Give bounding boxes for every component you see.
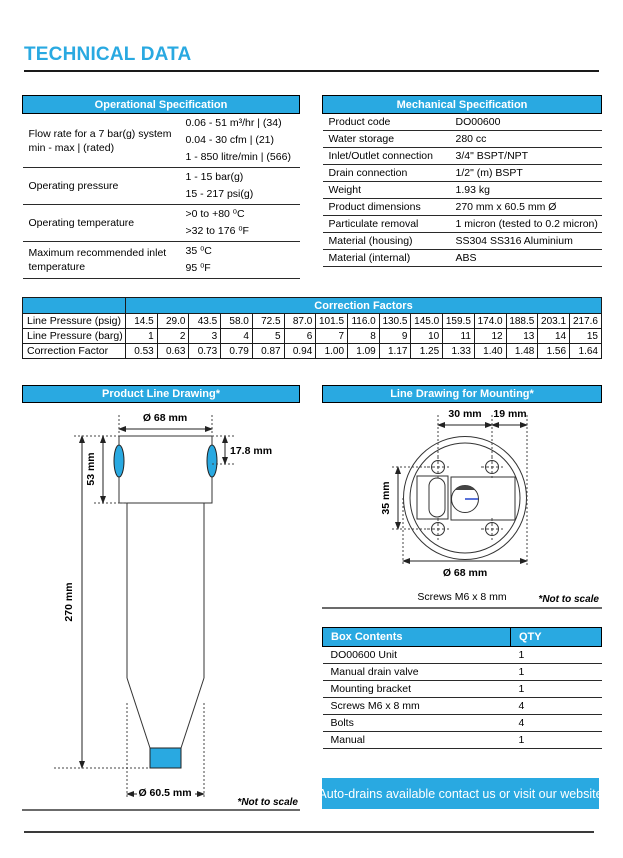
correction-cell: 15: [570, 329, 602, 344]
bowl-taper: [181, 678, 204, 748]
mechanical-spec-header: Mechanical Specification: [323, 96, 602, 114]
correction-cell: 217.6: [570, 314, 602, 329]
dimension-label-bottom-diameter: Ø 60.5 mm: [138, 787, 192, 799]
correction-factors-table: [22, 297, 602, 359]
spec-row-value: 1 - 15 bar(g) 15 - 217 psi(g): [184, 168, 300, 205]
correction-cell: 0.63: [157, 344, 189, 359]
mechanical-spec-table: [322, 95, 602, 267]
table-row: [323, 131, 602, 148]
dimension-label-edge: 19 mm: [493, 408, 527, 420]
table-row: [23, 314, 602, 329]
table-row: [23, 344, 602, 359]
correction-cell: 6: [284, 329, 316, 344]
correction-cell: 1.56: [538, 344, 570, 359]
spec-row-label: Product code: [323, 114, 454, 131]
mounting-drawing-header: Line Drawing for Mounting*: [322, 385, 602, 403]
spec-row-value: 1.93 kg: [454, 182, 602, 199]
table-row: [323, 732, 602, 749]
spec-row-value: SS304 SS316 Aluminium: [454, 233, 602, 250]
box-contents-qty-header: QTY: [511, 628, 602, 647]
box-item: Screws M6 x 8 mm: [323, 698, 511, 715]
table-row: [323, 698, 602, 715]
dimension-label-diameter: Ø 68 mm: [442, 567, 488, 579]
spec-row-value: >0 to +80 ⁰C >32 to 176 ⁰F: [184, 205, 300, 242]
correction-cell: 0.73: [189, 344, 221, 359]
screws-label: Screws M6 x 8 mm: [417, 591, 507, 603]
box-qty: 4: [511, 698, 602, 715]
box-item: Bolts: [323, 715, 511, 732]
spec-row-value: 0.06 - 51 m³/hr | (34) 0.04 - 30 cfm | (21) 1 - 850 litre/min | (566): [184, 114, 300, 168]
correction-cell: 0.94: [284, 344, 316, 359]
box-item: DO00600 Unit: [323, 647, 511, 664]
correction-cell: 5: [252, 329, 284, 344]
table-row: [23, 114, 300, 168]
correction-cell: 87.0: [284, 314, 316, 329]
dimension-label-top-diameter: Ø 68 mm: [142, 412, 188, 424]
box-qty: 1: [511, 732, 602, 749]
correction-cell: 1.00: [316, 344, 348, 359]
box-item: Manual: [323, 732, 511, 749]
spec-row-value: 3/4" BSPT/NPT: [454, 148, 602, 165]
correction-row-label: Line Pressure (psig): [23, 314, 126, 329]
box-contents-header: Box Contents: [323, 628, 511, 647]
spec-row-label: Material (housing): [323, 233, 454, 250]
correction-cell: 0.87: [252, 344, 284, 359]
correction-cell: 29.0: [157, 314, 189, 329]
correction-cell: 174.0: [474, 314, 506, 329]
not-to-scale-note: *Not to scale: [538, 594, 599, 605]
product-line-drawing: [22, 403, 300, 811]
box-qty: 4: [511, 715, 602, 732]
box-qty: 1: [511, 681, 602, 698]
correction-cell: 13: [506, 329, 538, 344]
spec-row-label: Operating pressure: [23, 168, 184, 205]
mounting-slot: [429, 478, 445, 517]
bowl-taper: [127, 678, 150, 748]
inlet-port: [114, 445, 124, 477]
correction-cell: 4: [221, 329, 253, 344]
correction-cell: 1.64: [570, 344, 602, 359]
correction-cell: 9: [379, 329, 411, 344]
table-row: [23, 205, 300, 242]
correction-factors-header: Correction Factors: [126, 298, 602, 314]
table-row: [323, 216, 602, 233]
box-contents-table: [322, 627, 602, 749]
spec-row-value: 1 micron (tested to 0.2 micron): [454, 216, 602, 233]
not-to-scale-note: *Not to scale: [237, 797, 298, 808]
table-row: [323, 681, 602, 698]
correction-row-label: Line Pressure (barg): [23, 329, 126, 344]
correction-cell: 0.53: [126, 344, 158, 359]
dimension-label-port: 17.8 mm: [230, 445, 273, 457]
product-line-drawing-header: Product Line Drawing*: [22, 385, 300, 403]
correction-cell: 2: [157, 329, 189, 344]
spec-row-label: Product dimensions: [323, 199, 454, 216]
box-item: Mounting bracket: [323, 681, 511, 698]
table-row: [323, 148, 602, 165]
table-row: [323, 165, 602, 182]
correction-cell: 1.33: [443, 344, 475, 359]
correction-cell: 12: [474, 329, 506, 344]
table-row: [323, 199, 602, 216]
correction-cell: 203.1: [538, 314, 570, 329]
correction-cell: 10: [411, 329, 443, 344]
correction-header-spacer: [23, 298, 126, 314]
spec-row-label: Inlet/Outlet connection: [323, 148, 454, 165]
table-row: [23, 168, 300, 205]
spec-row-label: Drain connection: [323, 165, 454, 182]
correction-cell: 3: [189, 329, 221, 344]
table-row: [323, 250, 602, 267]
correction-cell: 159.5: [443, 314, 475, 329]
dimension-label-vertical: 35 mm: [380, 481, 392, 515]
correction-cell: 116.0: [348, 314, 380, 329]
operational-spec-header: Operational Specification: [23, 96, 300, 114]
spec-row-value: 1/2" (m) BSPT: [454, 165, 602, 182]
spec-row-value: DO00600: [454, 114, 602, 131]
correction-cell: 1.17: [379, 344, 411, 359]
title-rule: [24, 70, 599, 72]
correction-cell: 130.5: [379, 314, 411, 329]
correction-cell: 11: [443, 329, 475, 344]
correction-cell: 8: [348, 329, 380, 344]
page-title: TECHNICAL DATA: [24, 44, 192, 65]
correction-cell: 101.5: [316, 314, 348, 329]
table-row: [323, 233, 602, 250]
spec-row-label: Water storage: [323, 131, 454, 148]
table-row: [23, 242, 300, 279]
spec-row-value: 280 cc: [454, 131, 602, 148]
correction-cell: 58.0: [221, 314, 253, 329]
spec-row-value: ABS: [454, 250, 602, 267]
dimension-label-head: 53 mm: [85, 452, 97, 486]
operational-spec-table: [22, 95, 300, 279]
correction-cell: 0.79: [221, 344, 253, 359]
footer-rule: [24, 831, 594, 833]
drain-fitting: [150, 748, 181, 768]
dimension-label-height: 270 mm: [63, 582, 75, 622]
table-row: [23, 329, 602, 344]
spec-row-label: Operating temperature: [23, 205, 184, 242]
correction-cell: 7: [316, 329, 348, 344]
mounting-drawing: [322, 403, 602, 609]
correction-cell: 145.0: [411, 314, 443, 329]
table-row: [323, 715, 602, 732]
autodrains-banner[interactable]: Auto-drains available contact us or visit our website: [322, 778, 599, 809]
correction-cell: 1: [126, 329, 158, 344]
spec-row-label: Particulate removal: [323, 216, 454, 233]
dimension-label-hole-span: 30 mm: [448, 408, 482, 420]
correction-cell: 1.40: [474, 344, 506, 359]
correction-cell: 43.5: [189, 314, 221, 329]
correction-row-label: Correction Factor: [23, 344, 126, 359]
correction-cell: 14.5: [126, 314, 158, 329]
spec-row-label: Maximum recommended inlet temperature: [23, 242, 184, 279]
spec-row-value: 35 ⁰C 95 ⁰F: [184, 242, 300, 279]
spec-row-label: Flow rate for a 7 bar(g) system min - max | (rated): [23, 114, 184, 168]
spec-row-value: 270 mm x 60.5 mm Ø: [454, 199, 602, 216]
spec-row-label: Material (internal): [323, 250, 454, 267]
table-row: [323, 664, 602, 681]
correction-cell: 1.09: [348, 344, 380, 359]
filter-head: [119, 436, 212, 503]
correction-cell: 72.5: [252, 314, 284, 329]
box-item: Manual drain valve: [323, 664, 511, 681]
table-row: [323, 182, 602, 199]
correction-cell: 1.25: [411, 344, 443, 359]
table-row: [323, 647, 602, 664]
box-qty: 1: [511, 647, 602, 664]
correction-cell: 1.48: [506, 344, 538, 359]
correction-cell: 14: [538, 329, 570, 344]
outlet-port: [207, 445, 217, 477]
box-qty: 1: [511, 664, 602, 681]
spec-row-label: Weight: [323, 182, 454, 199]
correction-cell: 188.5: [506, 314, 538, 329]
table-row: [323, 114, 602, 131]
